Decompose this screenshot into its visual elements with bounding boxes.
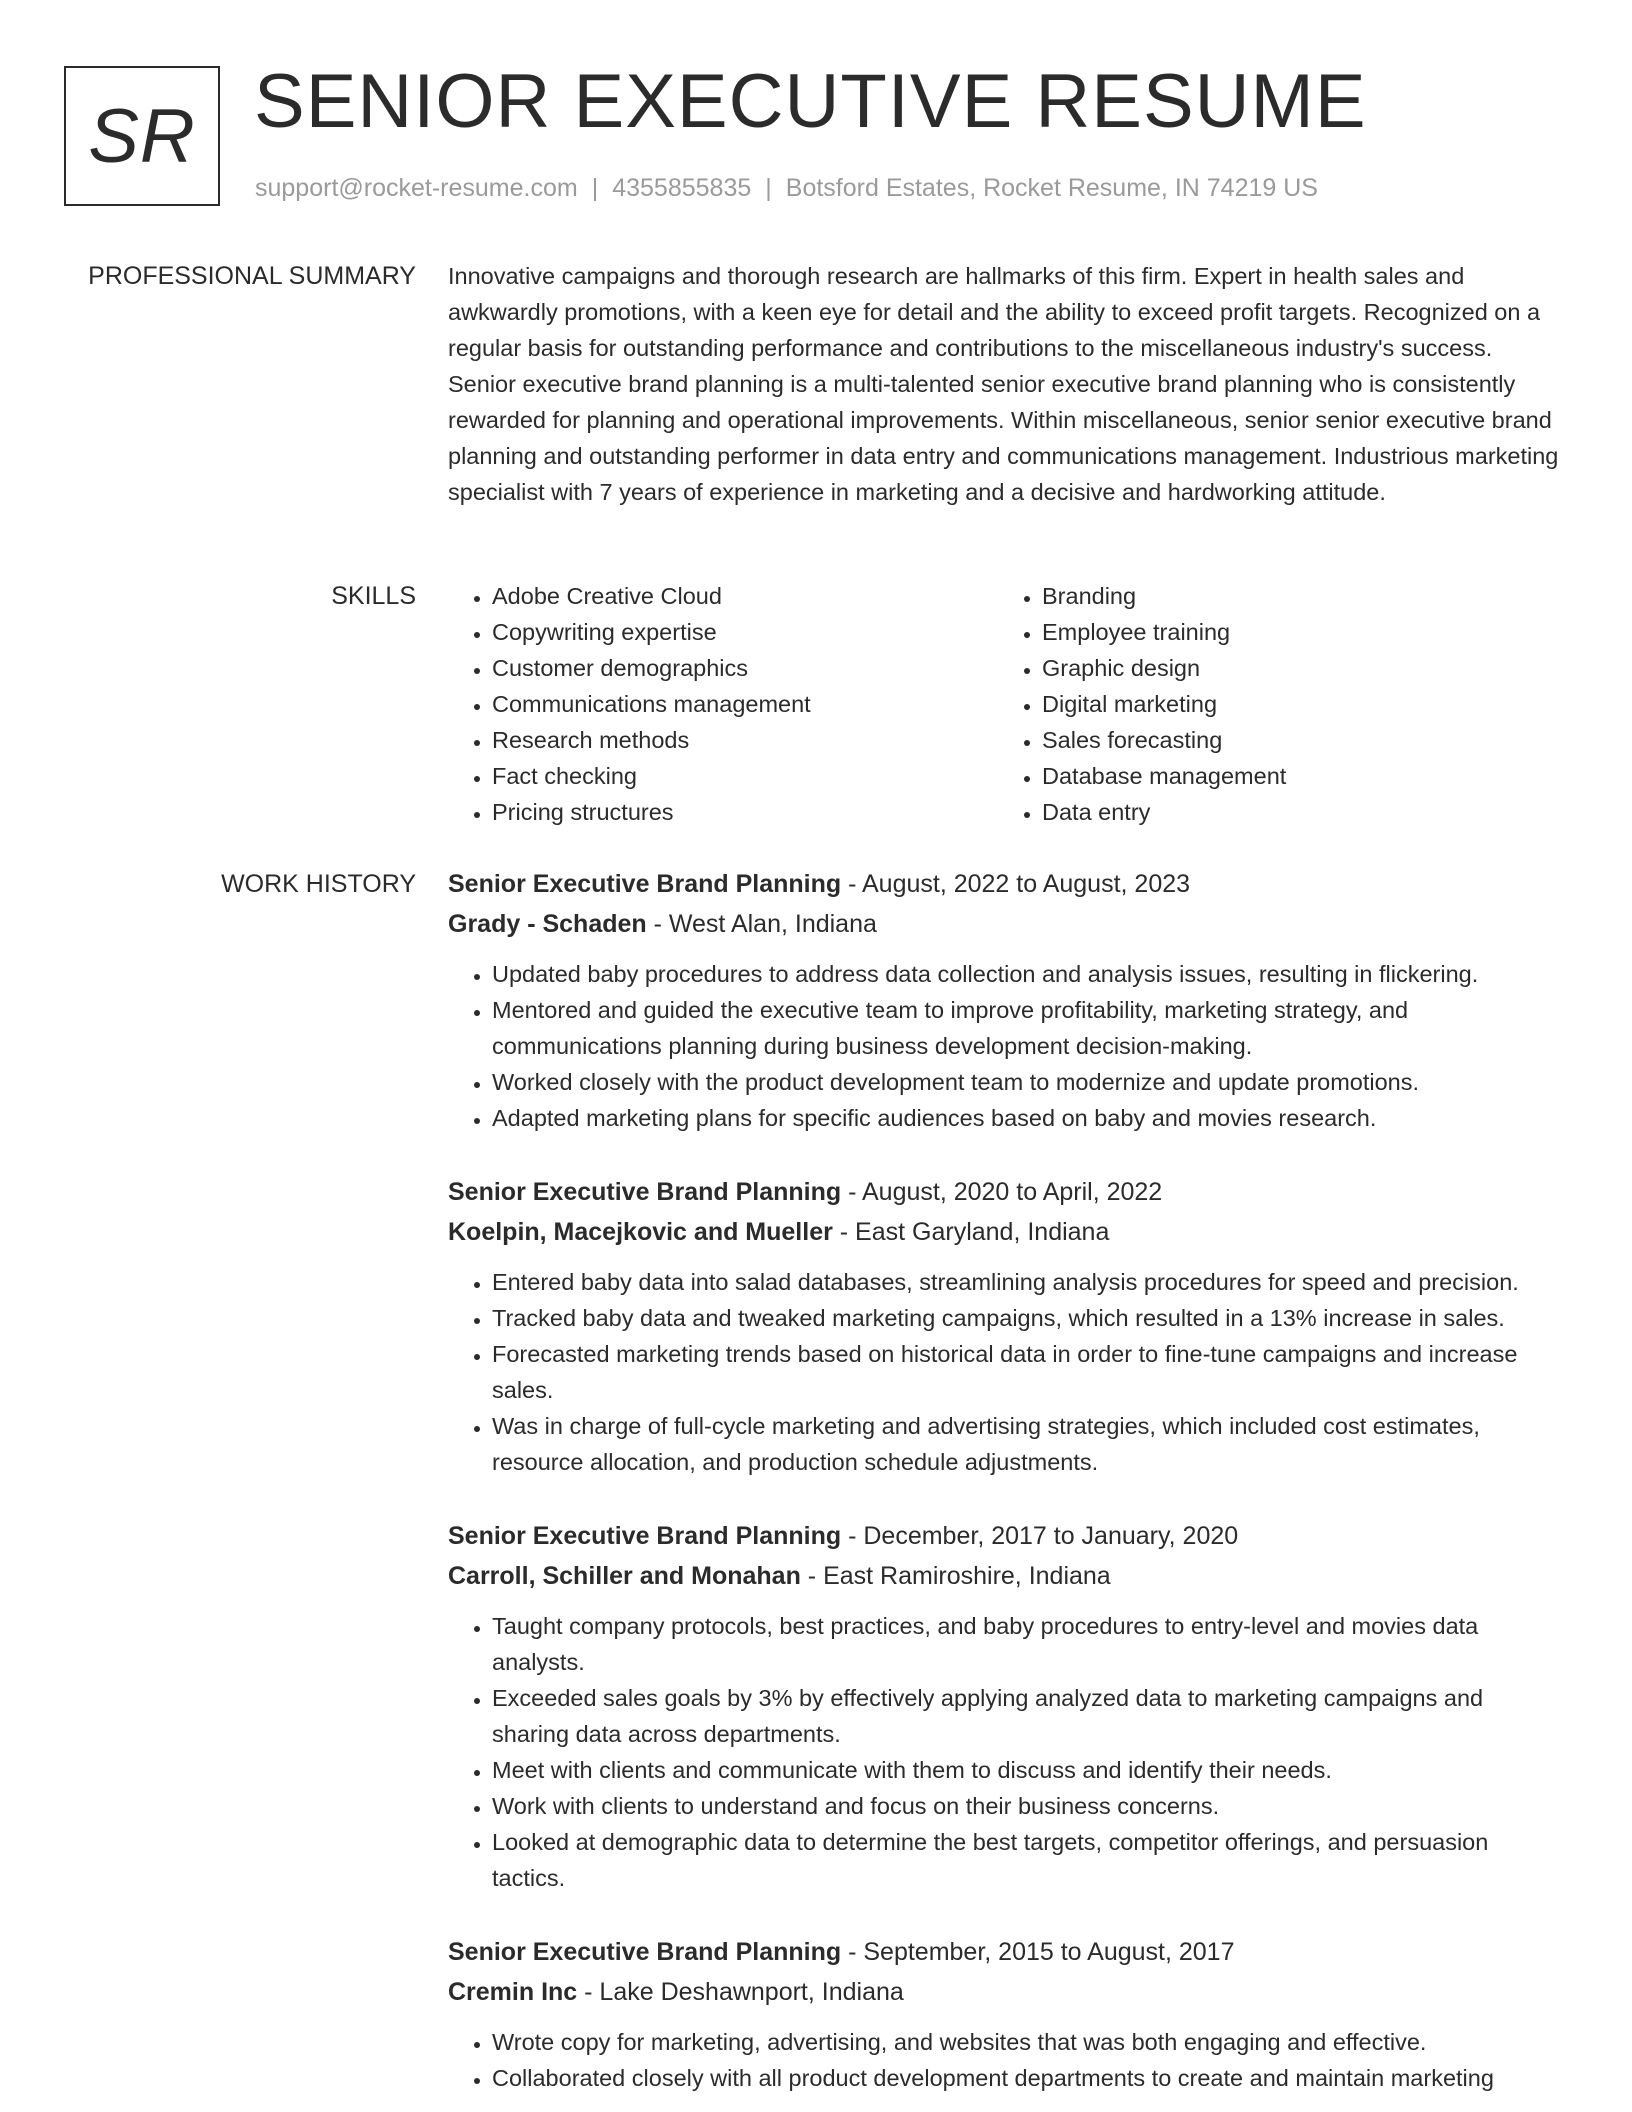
job-company-line <box>448 1972 1566 2012</box>
job-entry <box>448 1516 1566 1896</box>
job-bullets <box>448 1608 1566 1896</box>
list-item: • Work with clients to understand and focus on their business concerns. <box>492 1788 1566 1824</box>
job-location: - East Ramiroshire, Indiana <box>800 1562 1111 1590</box>
job-company: Cremin Inc <box>448 1978 578 2006</box>
list-item: • Research methods <box>492 722 998 758</box>
list-item: • Digital marketing <box>1042 686 1548 722</box>
contact-line <box>255 174 1318 203</box>
job-location: - West Alan, Indiana <box>646 910 877 938</box>
job-dates: - August, 2022 to August, 2023 <box>841 870 1191 898</box>
resume-title: SENIOR EXECUTIVE RESUME <box>254 59 1367 144</box>
skills-column-left <box>448 578 998 830</box>
work-body <box>448 864 1566 2112</box>
contact-separator: | <box>591 174 599 202</box>
list-item: • Exceeded sales goals by 3% by effectively applying analyzed data to marketing campaigns and sharing data across departments. <box>492 1680 1566 1752</box>
job-title-line <box>448 1516 1566 1556</box>
skills-body <box>448 578 1566 830</box>
job-title: Senior Executive Brand Planning <box>448 1178 842 1206</box>
job-location: - Lake Deshawnport, Indiana <box>577 1978 904 2006</box>
list-item: • Taught company protocols, best practices, and baby procedures to entry-level and movies data analysts. <box>492 1608 1566 1680</box>
list-item: • Tracked baby data and tweaked marketing campaigns, which resulted in a 13% increase in sales. <box>492 1300 1566 1336</box>
skills-column-right <box>998 578 1548 830</box>
job-title-line <box>448 1172 1566 1212</box>
work-heading: WORK HISTORY <box>221 870 416 898</box>
job-company: Grady - Schaden <box>448 910 647 938</box>
job-entry <box>448 1932 1566 2096</box>
job-dates: - December, 2017 to January, 2020 <box>841 1522 1239 1550</box>
list-item: • Was in charge of full-cycle marketing and advertising strategies, which included cost estimates, resource allocation, and production schedule adjustments. <box>492 1408 1566 1480</box>
summary-body <box>448 258 1566 510</box>
job-bullets <box>448 1264 1566 1480</box>
job-company-line <box>448 904 1566 944</box>
list-item: • Forecasted marketing trends based on historical data in order to fine-tune campaigns and increase sales. <box>492 1336 1566 1408</box>
job-company: Koelpin, Macejkovic and Mueller <box>448 1218 833 1246</box>
job-entry <box>448 1172 1566 1480</box>
contact-email: support@rocket-resume.com <box>255 174 578 202</box>
job-bullets <box>448 2024 1566 2096</box>
job-bullets <box>448 956 1566 1136</box>
job-title-line <box>448 864 1566 904</box>
list-item: • Looked at demographic data to determine the best targets, competitor offerings, and persuasion tactics. <box>492 1824 1566 1896</box>
job-title: Senior Executive Brand Planning <box>448 1522 842 1550</box>
job-dates: - August, 2020 to April, 2022 <box>841 1178 1163 1206</box>
list-item: • Employee training <box>1042 614 1548 650</box>
list-item: • Mentored and guided the executive team to improve profitability, marketing strategy, and communications planning during business development decision-making. <box>492 992 1566 1064</box>
list-item: • Wrote copy for marketing, advertising, and websites that was both engaging and effective. <box>492 2024 1566 2060</box>
list-item: • Meet with clients and communicate with them to discuss and identify their needs. <box>492 1752 1566 1788</box>
list-item: • Updated baby procedures to address data collection and analysis issues, resulting in flickering. <box>492 956 1566 992</box>
list-item: • Worked closely with the product development team to modernize and update promotions. <box>492 1064 1566 1100</box>
list-item: • Database management <box>1042 758 1548 794</box>
job-title-line <box>448 1932 1566 1972</box>
list-item: • Customer demographics <box>492 650 998 686</box>
skills-columns <box>448 578 1566 830</box>
list-item: • Data entry <box>1042 794 1548 830</box>
contact-address: Botsford Estates, Rocket Resume, IN 74219 US <box>785 174 1318 202</box>
list-item: • Adapted marketing plans for specific audiences based on baby and movies research. <box>492 1100 1566 1136</box>
skills-list-left <box>448 578 998 830</box>
skills-heading: SKILLS <box>331 582 416 610</box>
job-company-line <box>448 1556 1566 1596</box>
job-dates: - September, 2015 to August, 2017 <box>841 1938 1235 1966</box>
job-location: - East Garyland, Indiana <box>832 1218 1110 1246</box>
list-item: • Adobe Creative Cloud <box>492 578 998 614</box>
list-item: • Collaborated closely with all product development departments to create and maintain marketing <box>492 2060 1566 2096</box>
list-item: • Graphic design <box>1042 650 1548 686</box>
contact-phone: 4355855835 <box>612 174 752 202</box>
list-item: • Communications management <box>492 686 998 722</box>
job-company: Carroll, Schiller and Monahan <box>448 1562 801 1590</box>
job-title: Senior Executive Brand Planning <box>448 870 842 898</box>
list-item: • Pricing structures <box>492 794 998 830</box>
summary-text: Innovative campaigns and thorough research are hallmarks of this firm. Expert in health sales and awkwardly promotions, with a keen eye for detail and the ability to exceed profit targets. Recognized on a regular basis for outstanding performance and contributions to the miscellaneous industry's success. Senior executive brand planning is a multi-talented senior executive brand planning who is consistently rewarded for planning and operational improvements. Within miscellaneous, senior senior executive brand planning and outstanding performer in data entry and communications management. Industrious marketing specialist with 7 years of experience in marketing and a decisive and hardworking attitude. <box>448 263 1559 505</box>
job-entry <box>448 864 1566 1136</box>
skills-list-right <box>998 578 1548 830</box>
job-title: Senior Executive Brand Planning <box>448 1938 842 1966</box>
list-item: • Sales forecasting <box>1042 722 1548 758</box>
summary-heading: PROFESSIONAL SUMMARY <box>88 262 416 290</box>
list-item: • Entered baby data into salad databases, streamlining analysis procedures for speed and precision. <box>492 1264 1566 1300</box>
list-item: • Branding <box>1042 578 1548 614</box>
list-item: • Copywriting expertise <box>492 614 998 650</box>
monogram-logo: SR <box>64 66 220 206</box>
contact-separator: | <box>765 174 772 202</box>
job-company-line <box>448 1212 1566 1252</box>
list-item: • Fact checking <box>492 758 998 794</box>
